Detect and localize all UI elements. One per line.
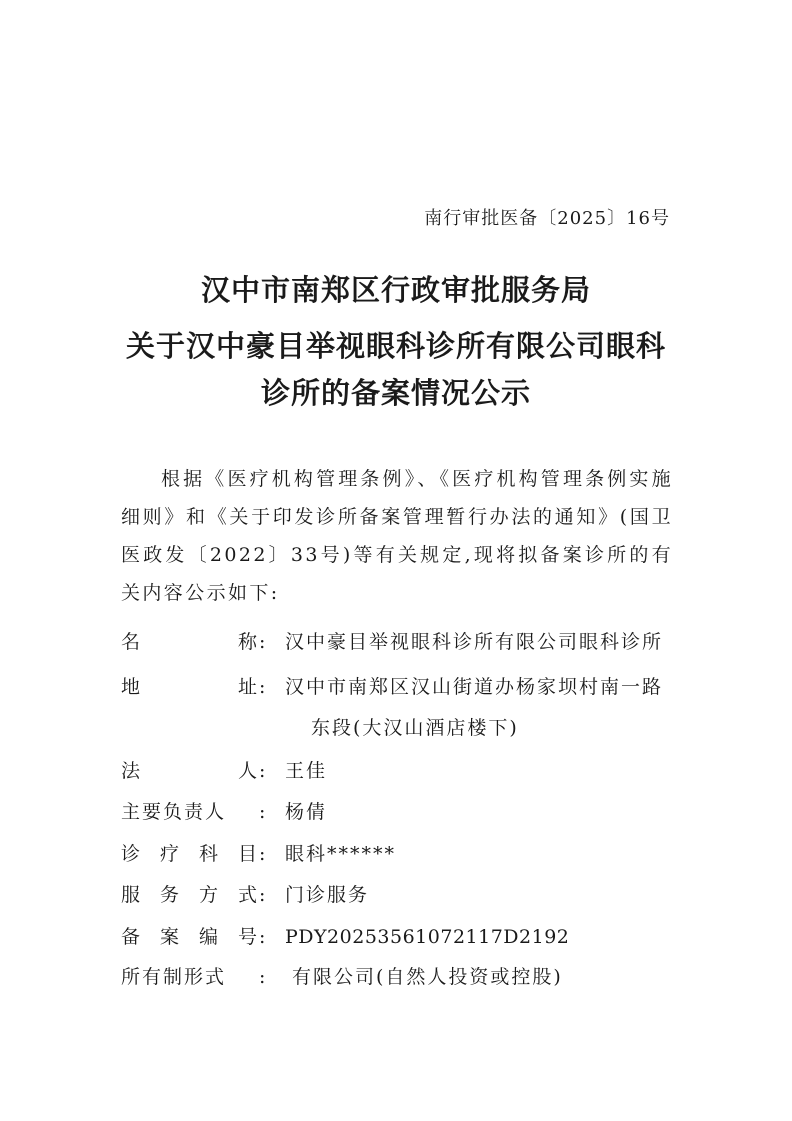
- field-colon: :: [259, 676, 266, 698]
- intro-paragraph: 根据《医疗机构管理条例》、《医疗机构管理条例实施细则》和《关于印发诊所备案管理暂行办法的通知》(国卫医政发〔2022〕33号)等有关规定,现将拟备案诊所的有关内容公示如下:: [121, 468, 673, 604]
- field-value-service-mode: 门诊服务: [285, 884, 370, 906]
- field-label-principal: 主要负责人: [121, 801, 227, 823]
- field-label-subjects: 诊 疗 科 目: [121, 843, 257, 865]
- title-line-2: 关于汉中豪目举视眼科诊所有限公司眼科: [125, 329, 666, 363]
- field-value-record-number: PDY20253561072117D2192: [285, 926, 570, 948]
- document-number: 南行审批医备〔2025〕16号: [424, 208, 670, 229]
- field-label-address: 地 址: [121, 676, 257, 698]
- field-colon: :: [259, 631, 266, 653]
- field-colon: :: [259, 884, 266, 906]
- field-label-record-number: 备 案 编 号: [121, 926, 257, 948]
- field-colon: :: [259, 843, 266, 865]
- title-line-1: 汉中市南郑区行政审批服务局: [200, 273, 591, 307]
- intro-paragraph-block: [121, 460, 673, 612]
- field-value-subjects: 眼科******: [285, 843, 397, 865]
- field-value-name: 汉中豪目举视眼科诊所有限公司眼科诊所: [285, 631, 664, 653]
- field-value-legal-person: 王佳: [285, 760, 328, 782]
- field-colon: :: [259, 926, 266, 948]
- field-value-ownership: 有限公司(自然人投资或控股): [292, 966, 563, 988]
- title-line-3: 诊所的备案情况公示: [260, 376, 531, 410]
- field-label-ownership: 所有制形式: [121, 966, 227, 988]
- field-colon: :: [259, 801, 266, 823]
- field-label-name: 名 称: [121, 631, 257, 653]
- field-value-address: 汉中市南郑区汉山街道办杨家坝村南一路: [285, 676, 664, 698]
- field-label-legal-person: 法 人: [121, 760, 257, 782]
- field-colon: :: [259, 760, 266, 782]
- field-value-address-continued: 东段(大汉山酒店楼下): [311, 717, 519, 739]
- field-label-service-mode: 服 务 方 式: [121, 884, 257, 906]
- field-colon: :: [259, 966, 266, 988]
- field-value-principal: 杨倩: [285, 801, 328, 823]
